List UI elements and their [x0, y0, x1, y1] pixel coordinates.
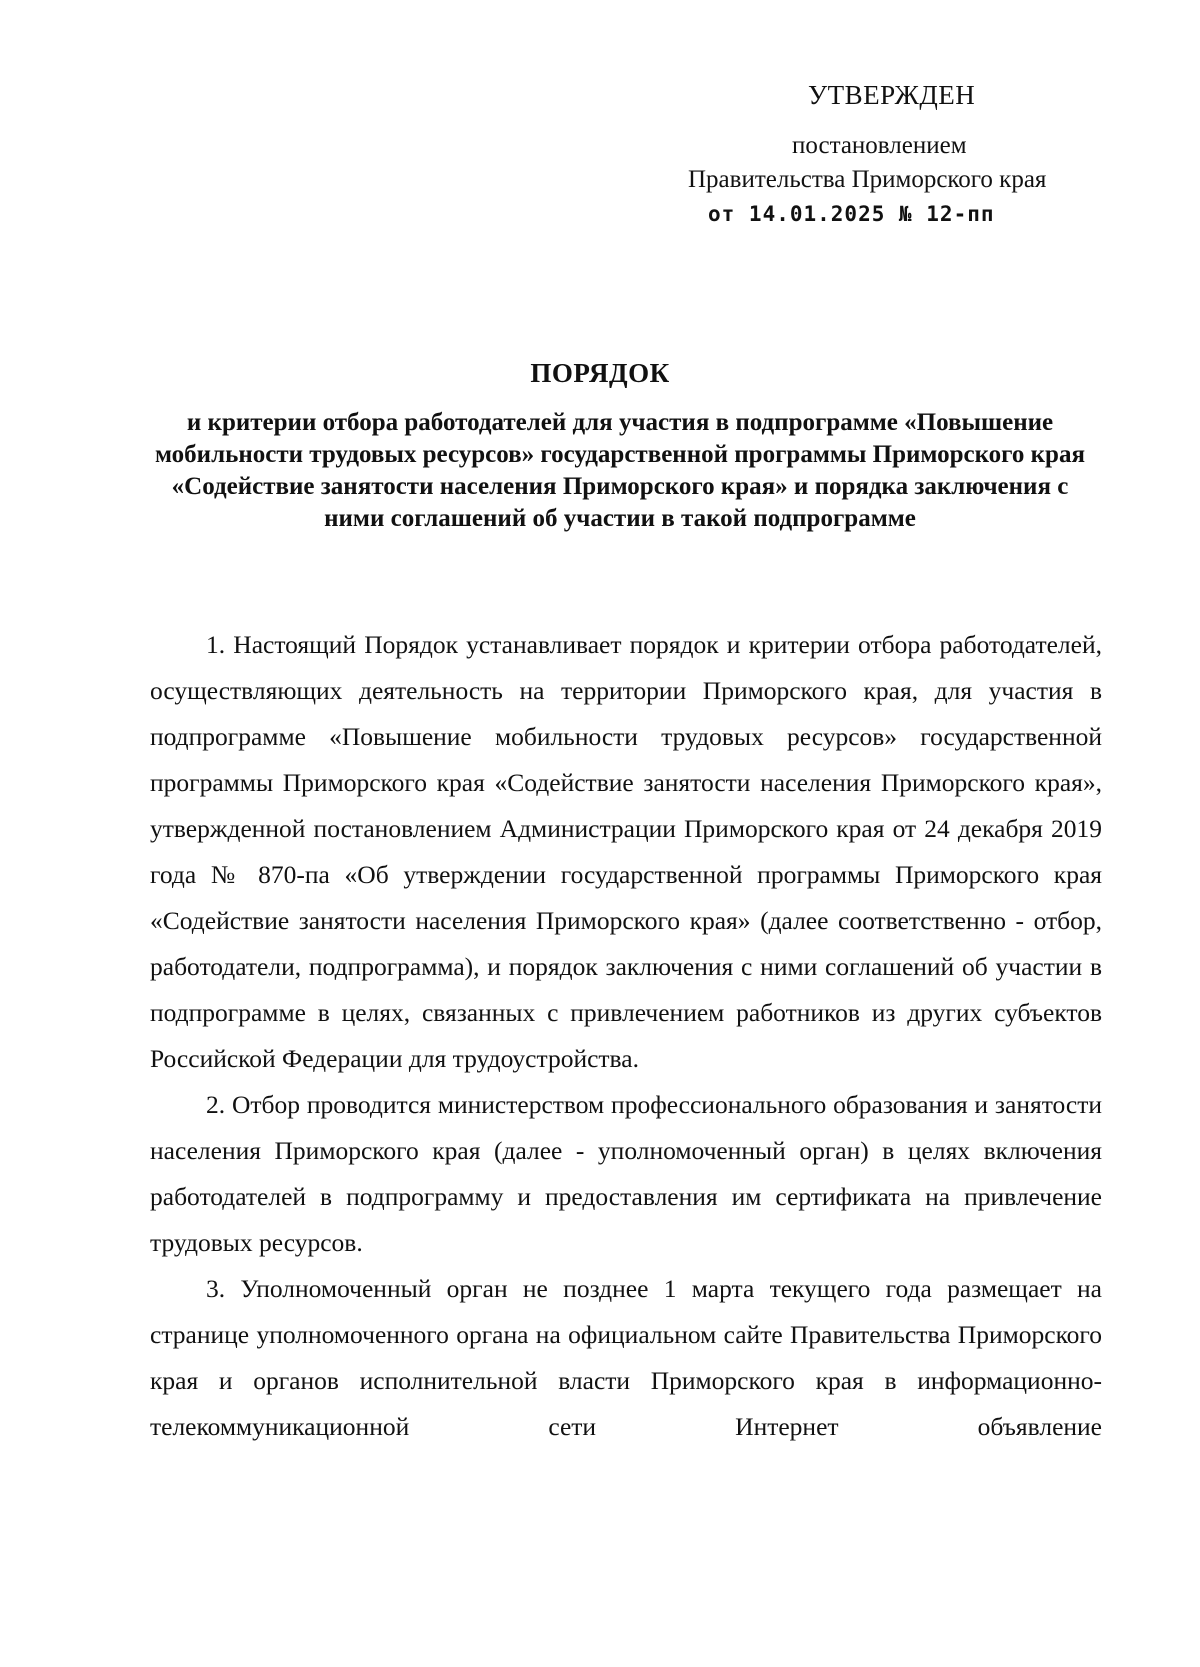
approval-line-resolution: постановлением: [792, 132, 967, 159]
paragraph-2: 2. Отбор проводится министерством профессионального образования и занятости населения Приморского края (далее - уполномоченный орган) в целях включения работодателей в подпрограмму и предоставления им сертификата на привлечение трудовых ресурсов.: [150, 1090, 1102, 1257]
document-title: ПОРЯДОК: [530, 358, 670, 388]
approval-date-number: от 14.01.2025 № 12-пп: [708, 202, 995, 226]
approval-title: УТВЕРЖДЕН: [808, 80, 976, 110]
document-body: [150, 622, 1102, 1450]
document-subtitle: и критерии отбора работодателей для участия в подпрограмме «Повышение мобильности трудовых ресурсов» государственной программы Приморского края «Содействие занятости населения Приморского края» и порядка заключения с ними соглашений об участии в такой подпрограмме: [154, 409, 1085, 532]
paragraph-1: 1. Настоящий Порядок устанавливает порядок и критерии отбора работодателей, осуществляющих деятельность на территории Приморского края, для участия в подпрограмме «Повышение мобильности трудовых ресурсов» государственной программы Приморского края «Содействие занятости населения Приморского края», утвержденной постановлением Администрации Приморского края от 24 декабря 2019 года № 870-па «Об утверждении государственной программы Приморского края «Содействие занятости населения Приморского края» (далее соответственно - отбор, работодатели, подпрограмма), и порядок заключения с ними соглашений об участии в подпрограмме в целях, связанных с привлечением работников из других субъектов Российской Федерации для трудоустройства.: [150, 630, 1102, 1073]
paragraph-3: 3. Уполномоченный орган не позднее 1 марта текущего года размещает на странице уполномоченного органа на официальном сайте Правительства Приморского края и органов исполнительной власти Приморского края в информационно-телекоммуникационной сети Интернет объявление: [150, 1274, 1102, 1441]
approval-line-government: Правительства Приморского края: [688, 166, 1047, 193]
